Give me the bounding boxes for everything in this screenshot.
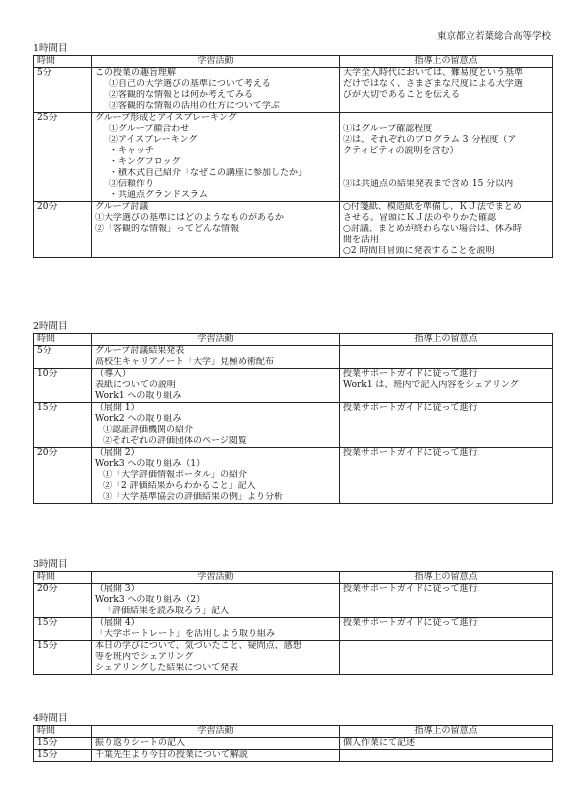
activity-cell (92, 68, 340, 113)
header-notes: 指導上の留意点 (340, 334, 553, 346)
activity-line: （展開 3） (95, 584, 140, 594)
activity-line: グループ形成とアイスブレーキング (95, 113, 237, 123)
activity-cell (92, 369, 340, 403)
activity-cell (92, 403, 340, 448)
note-line: Work1 は、班内で記入内容をシェアリング (343, 380, 519, 390)
activity-line: グループ討議結果発表 (95, 346, 185, 356)
notes-cell (340, 641, 553, 675)
time-cell: 25分 (34, 113, 92, 202)
activity-line: 表紙についての説明 (95, 380, 176, 390)
activity-cell (92, 584, 340, 618)
activity-line: シェアリングした結果について発表 (95, 663, 239, 673)
table-row (34, 584, 553, 618)
activity-line: ①認証評価機関の紹介 (103, 425, 194, 435)
header-notes: 指導上の留意点 (340, 56, 553, 68)
note-line: 間を活用 (343, 235, 380, 245)
activity-cell (92, 738, 340, 750)
header-activity: 学習活動 (92, 334, 340, 346)
activity-line: ②それぞれの評価団体のページ閲覧 (103, 436, 247, 446)
note-line: 個人作業にて記述 (343, 738, 416, 748)
header-time: 時間 (34, 572, 92, 584)
activity-line: ・キングフロッグ (109, 157, 181, 167)
note-line: 授業サポートガイドに従って進行 (343, 584, 478, 594)
notes-cell (340, 346, 553, 369)
time-cell: 10分 (34, 369, 92, 403)
activity-cell (92, 448, 340, 504)
lesson-section-2 (33, 320, 552, 504)
note-line (343, 157, 549, 168)
activity-line: （展開 2） (95, 448, 140, 458)
activity-cell (92, 618, 340, 641)
time-cell: 20分 (34, 448, 92, 504)
note-line: 大学全入時代においては、難易度という基準 (343, 68, 524, 78)
activity-cell (92, 113, 340, 202)
lesson-section-4 (33, 712, 552, 762)
lesson-table (33, 725, 553, 762)
notes-cell (340, 202, 553, 258)
header-notes: 指導上の留意点 (340, 726, 553, 738)
header-row (34, 726, 553, 738)
note-line: 授業サポートガイドに従って進行 (343, 618, 478, 628)
header-activity: 学習活動 (92, 572, 340, 584)
table-row (34, 618, 553, 641)
note-line: 授業サポートガイドに従って進行 (343, 369, 478, 379)
activity-line: ②客観的な情報とは何か考えてみる (109, 90, 254, 100)
time-cell: 15分 (34, 750, 92, 762)
header-row (34, 56, 553, 68)
activity-line: ①グループ顔合わせ (109, 124, 190, 134)
table-row (34, 202, 553, 258)
note-line: 授業サポートガイドに従って進行 (343, 403, 478, 413)
header-notes: 指導上の留意点 (340, 572, 553, 584)
notes-cell (340, 738, 553, 750)
time-cell: 15分 (34, 738, 92, 750)
activity-cell (92, 750, 340, 762)
notes-cell (340, 750, 553, 762)
activity-line: ③「大学基準協会の評価結果の例」より分析 (103, 492, 284, 502)
activity-line: グループ討議 (95, 202, 149, 212)
activity-line: ②「2 評価結果からわかること」記入 (103, 481, 256, 491)
activity-line: ②アイスブレーキング (109, 135, 198, 145)
notes-cell (340, 448, 553, 504)
header-row (34, 334, 553, 346)
table-row (34, 403, 553, 448)
activity-line: 「評価結果を読み取ろう」記入 (103, 606, 230, 616)
activity-line: ①自己の大学選びの基準について考える (109, 79, 271, 89)
activity-line: ・積木式自己紹介「なぜこの講座に参加したか」 (109, 168, 308, 178)
activity-line: ①大学選びの基準にはどのようなものがあるか (95, 213, 285, 223)
activity-line: Work1 への取り組み (95, 391, 182, 401)
activity-line: Work3 への取り組み（2） (95, 595, 206, 605)
header-activity: 学習活動 (92, 726, 340, 738)
header-time: 時間 (34, 56, 92, 68)
time-cell: 15分 (34, 618, 92, 641)
time-cell: 20分 (34, 202, 92, 258)
activity-line: ②「客観的な情報」ってどんな情報 (95, 224, 240, 234)
header-time: 時間 (34, 334, 92, 346)
time-cell: 5分 (34, 68, 92, 113)
notes-cell (340, 68, 553, 113)
header-row (34, 572, 553, 584)
lesson-table (33, 55, 553, 258)
section-title: 3時間目 (33, 559, 68, 570)
section-title: 1時間目 (33, 43, 68, 54)
table-row (34, 641, 553, 675)
note-line: クティビティの説明を含む） (343, 146, 459, 156)
activity-line: この授業の趣旨理解 (95, 68, 177, 78)
activity-line: Work2 への取り組み (95, 414, 182, 424)
note-line: ②は、それぞれのプログラム 3 分程度（ア (343, 135, 517, 145)
notes-cell (340, 369, 553, 403)
header-activity: 学習活動 (92, 56, 340, 68)
note-line: させる。冒頭にＫＪ法のやりかた確認 (343, 213, 497, 223)
note-line (343, 113, 549, 124)
note-line (343, 168, 549, 179)
time-cell: 15分 (34, 641, 92, 675)
note-line: だけではなく、さまざまな尺度による大学選 (343, 79, 523, 89)
activity-cell (92, 202, 340, 258)
note-line: びが大切であることを伝える (343, 90, 461, 100)
note-line: ①はグループ確認程度 (343, 124, 433, 134)
section-title: 4時間目 (33, 713, 68, 724)
activity-cell (92, 641, 340, 675)
table-row (34, 68, 553, 113)
lesson-table (33, 571, 553, 675)
time-cell: 20分 (34, 584, 92, 618)
table-row (34, 369, 553, 403)
activity-line: ③信頼作り (109, 179, 155, 189)
notes-cell (340, 113, 553, 202)
table-row (34, 448, 553, 504)
note-line: ○付箋紙、模造紙を準備し、ＫＪ法でまとめ (343, 202, 522, 212)
activity-line: 振り返りシートの記入 (95, 738, 186, 748)
note-line: ○討議、まとめが終わらない場合は、休み時 (343, 224, 522, 234)
table-row (34, 738, 553, 750)
activity-line: ①「大学評価情報ポータル」の紹介 (103, 470, 248, 480)
activity-line: ・共通点グランドスラム (109, 190, 208, 200)
activity-line: Work3 への取り組み（1） (95, 459, 206, 469)
activity-line: 高校生キャリアノート「大学」見極め術配布 (95, 357, 275, 367)
lesson-section-1 (33, 42, 552, 258)
activity-line: （導入） (95, 369, 132, 379)
activity-line: 本日の学びについて、気づいたこと、疑問点、感想 (95, 641, 302, 651)
section-title: 2時間目 (33, 321, 68, 332)
note-line: 授業サポートガイドに従って進行 (343, 448, 478, 458)
note-line: ③は共通点の結果発表まで含め 15 分以内 (343, 179, 514, 189)
activity-cell (92, 346, 340, 369)
time-cell: 5分 (34, 346, 92, 369)
note-line: ○2 時間目冒頭に発表することを説明 (343, 246, 495, 256)
notes-cell (340, 403, 553, 448)
table-row (34, 113, 553, 202)
notes-cell (340, 618, 553, 641)
table-row (34, 750, 553, 762)
activity-line: ・キャッチ (109, 146, 155, 156)
activity-line: 等を班内でシェアリング (95, 652, 194, 662)
notes-cell (340, 584, 553, 618)
activity-line: ③客観的な情報の活用の仕方について学ぶ (109, 101, 280, 111)
activity-line: 千葉先生より今日の授業について解説 (95, 750, 248, 760)
time-cell: 15分 (34, 403, 92, 448)
school-name: 東京都立若葉総合高等学校 (436, 31, 551, 42)
activity-line: （展開 4） (95, 618, 140, 628)
lesson-table (33, 333, 553, 504)
activity-line: （展開 1） (95, 403, 140, 413)
activity-line: 「大学ポートレート」を活用しよう取り組み (95, 629, 276, 639)
note-line (343, 190, 549, 201)
table-row (34, 346, 553, 369)
lesson-section-3 (33, 558, 552, 675)
header-time: 時間 (34, 726, 92, 738)
